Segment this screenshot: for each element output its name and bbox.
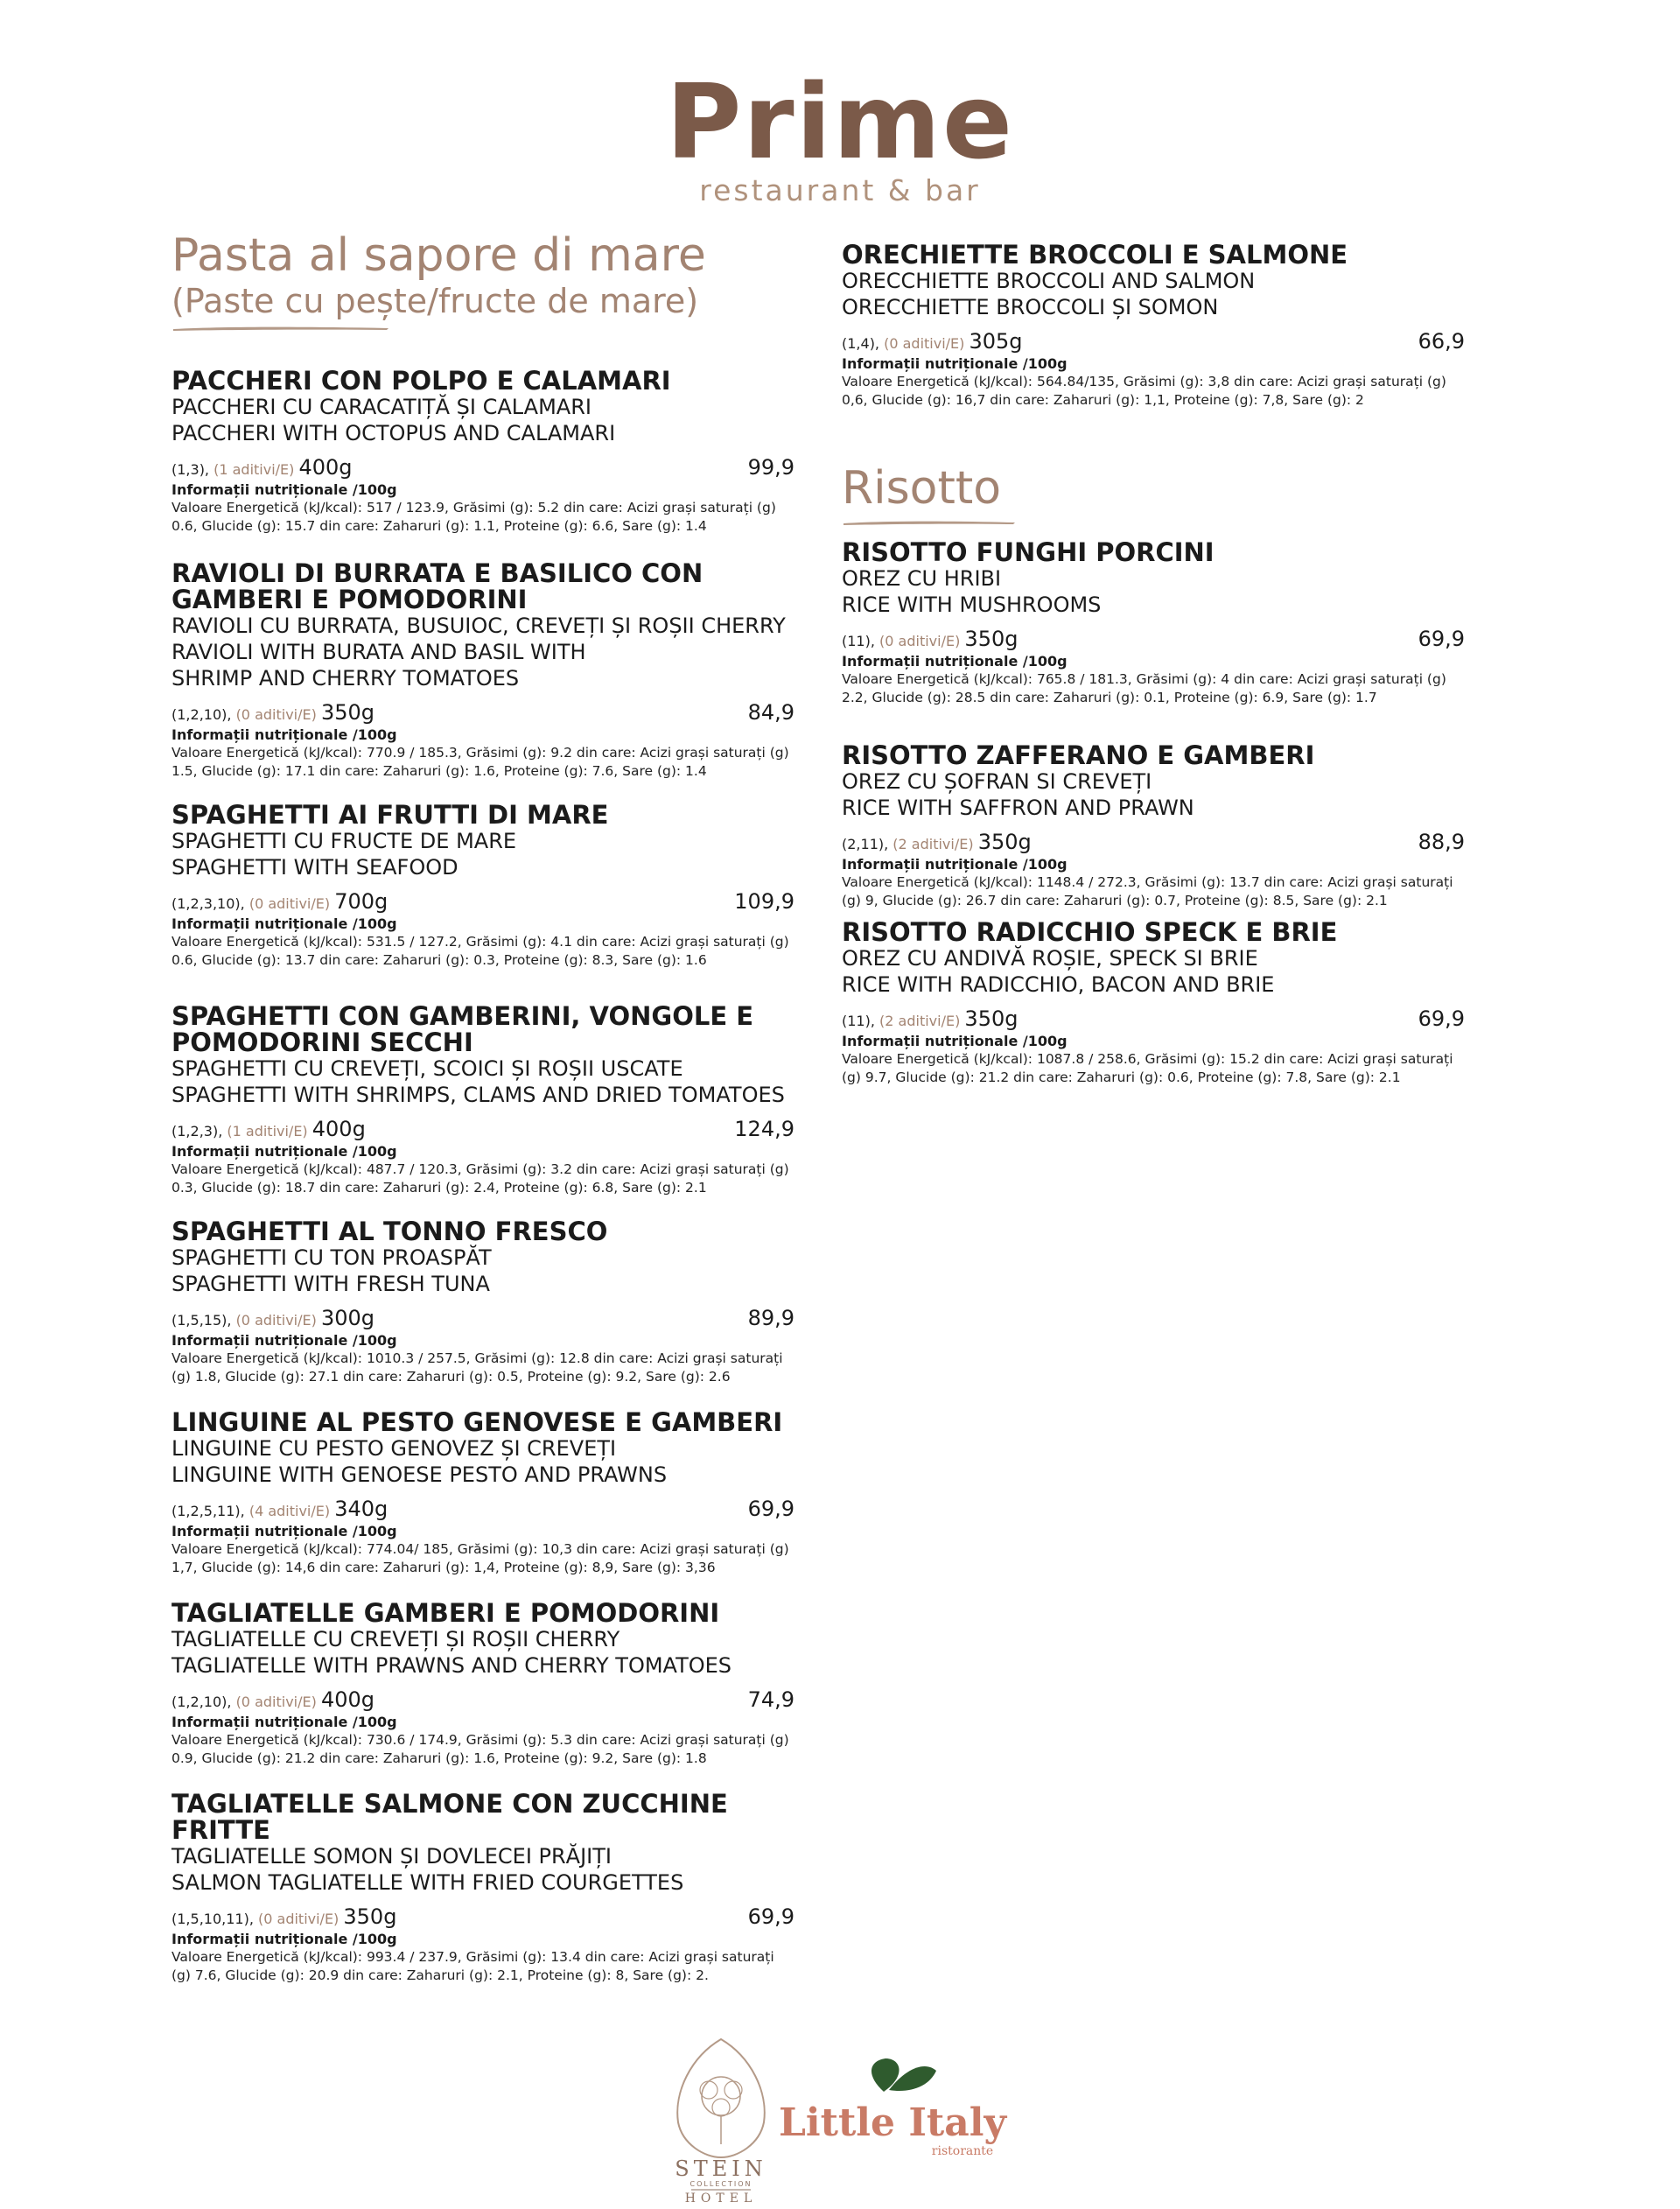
stein-collection: COLLECTION	[690, 2180, 752, 2188]
allergen-codes: (1,2,3,10),	[172, 895, 245, 912]
menu-item	[172, 368, 794, 536]
allergen-codes: (1,2,3),	[172, 1123, 223, 1140]
stein-hotel-emblem-icon	[677, 2039, 765, 2157]
item-price: 88,9	[1418, 830, 1465, 854]
item-price: 124,9	[734, 1117, 794, 1141]
item-title: LINGUINE AL PESTO GENOVESE E GAMBERI	[172, 1407, 783, 1437]
item-weight: 400g	[298, 455, 353, 480]
item-meta-row	[172, 700, 794, 726]
nutrition-label: Informații nutriționale /100g	[172, 726, 397, 743]
item-weight: 300g	[320, 1306, 374, 1330]
additives: (0 aditivi/E)	[879, 633, 961, 649]
additives: (0 aditivi/E)	[235, 1694, 317, 1710]
additives: (1 aditivi/E)	[227, 1123, 308, 1140]
allergen-codes: (11),	[842, 633, 875, 649]
basil-leaf-icon	[872, 2058, 936, 2092]
additives: (0 aditivi/E)	[248, 895, 331, 912]
item-title: RISOTTO ZAFFERANO E GAMBERI	[842, 740, 1315, 770]
item-title: RISOTTO RADICCHIO SPECK E BRIE	[842, 917, 1338, 947]
nutrition-text: Valoare Energetică (kJ/kcal): 1087.8 / 258.6, Grăsimi (g): 15.2 din care: Acizi grași saturați (g) 9.7, Glucide (g): 21.2 din care: Zaharuri (g): 0.6, Proteine (g): 7.8, Sare (g): 2.1	[842, 1051, 1453, 1085]
item-meta-row	[172, 889, 794, 915]
item-translation-en: SPAGHETTI WITH SEAFOOD	[172, 855, 458, 880]
item-meta-row	[172, 1497, 794, 1523]
menu-item	[842, 742, 1465, 910]
item-translation-ro: OREZ CU HRIBI	[842, 566, 1002, 591]
nutrition-label: Informații nutriționale /100g	[172, 915, 397, 932]
menu-item	[172, 802, 794, 970]
item-translation-en: RICE WITH MUSHROOMS	[842, 593, 1102, 617]
item-weight: 400g	[312, 1117, 366, 1141]
item-weight: 350g	[977, 830, 1032, 854]
menu-item	[172, 1003, 794, 1197]
item-price: 74,9	[747, 1687, 794, 1712]
menu-item	[842, 242, 1465, 410]
item-title: SPAGHETTI AL TONNO FRESCO	[172, 1217, 608, 1246]
risotto-section-heading	[842, 462, 1465, 527]
item-translation-en: SALMON TAGLIATELLE WITH FRIED COURGETTES	[172, 1870, 684, 1895]
allergen-codes: (1,2,10),	[172, 1694, 232, 1710]
nutrition-text: Valoare Energetică (kJ/kcal): 993.4 / 237.9, Grăsimi (g): 13.4 din care: Acizi grași saturați (g) 7.6, Glucide (g): 20.9 din care: Zaharuri (g): 2.1, Proteine (g): 8, Sare (g): 2.	[172, 1949, 774, 1983]
little-italy-sub: ristorante	[931, 2144, 994, 2158]
allergen-codes: (1,5,15),	[172, 1312, 232, 1329]
item-price: 69,9	[747, 1497, 794, 1521]
footer-logos-svg	[0, 2013, 1680, 2205]
item-meta-row	[842, 830, 1465, 856]
item-translation-ro: TAGLIATELLE SOMON ȘI DOVLECEI PRĂJIȚI	[172, 1844, 612, 1869]
nutrition-text: Valoare Energetică (kJ/kcal): 770.9 / 185.3, Grăsimi (g): 9.2 din care: Acizi grași saturați (g) 1.5, Glucide (g): 17.1 din care: Zaharuri (g): 1.6, Proteine (g): 7.6, Sare (g): 1.4	[172, 745, 789, 779]
item-title: SPAGHETTI CON GAMBERINI, VONGOLE E POMODORINI SECCHI	[172, 1001, 754, 1057]
item-translation-en: PACCHERI WITH OCTOPUS AND CALAMARI	[172, 421, 616, 445]
footer-logos	[0, 2013, 1680, 2205]
menu-item	[842, 919, 1465, 1087]
nutrition-text: Valoare Energetică (kJ/kcal): 1010.3 / 257.5, Grăsimi (g): 12.8 din care: Acizi grași saturați (g) 1.8, Glucide (g): 27.1 din care: Zaharuri (g): 0.5, Proteine (g): 9.2, Sare (g): 2.6	[172, 1350, 783, 1385]
item-meta-row	[172, 1306, 794, 1332]
menu-item	[172, 560, 794, 781]
nutrition-label: Informații nutriționale /100g	[172, 1714, 397, 1730]
item-meta-row	[172, 455, 794, 481]
item-title: TAGLIATELLE SALMONE CON ZUCCHINE FRITTE	[172, 1789, 728, 1845]
item-title: PACCHERI CON POLPO E CALAMARI	[172, 366, 671, 396]
section-subtitle: (Paste cu pește/fructe de mare)	[172, 282, 699, 320]
item-translation-ro: PACCHERI CU CARACATIȚĂ ȘI CALAMARI	[172, 395, 592, 419]
additives: (0 aditivi/E)	[258, 1911, 340, 1927]
item-meta-row	[842, 627, 1465, 653]
item-meta-row	[172, 1904, 794, 1931]
item-meta-row	[172, 1117, 794, 1143]
brush-stroke-divider	[842, 518, 1017, 527]
nutrition-text: Valoare Energetică (kJ/kcal): 487.7 / 120.3, Grăsimi (g): 3.2 din care: Acizi grași saturați (g) 0.3, Glucide (g): 18.7 din care: Zaharuri (g): 2.4, Proteine (g): 6.8, Sare (g): 2.1	[172, 1161, 789, 1196]
item-price: 66,9	[1418, 329, 1465, 354]
item-translation-ro: LINGUINE CU PESTO GENOVEZ ȘI CREVEȚI	[172, 1436, 617, 1461]
item-meta-row	[172, 1687, 794, 1714]
additives: (0 aditivi/E)	[235, 1312, 317, 1329]
nutrition-text: Valoare Energetică (kJ/kcal): 730.6 / 174.9, Grăsimi (g): 5.3 din care: Acizi grași saturați (g) 0.9, Glucide (g): 21.2 din care: Zaharuri (g): 1.6, Proteine (g): 9.2, Sare (g): 1.8	[172, 1732, 789, 1766]
item-title: ORECHIETTE BROCCOLI E SALMONE	[842, 240, 1348, 270]
item-title: SPAGHETTI AI FRUTTI DI MARE	[172, 800, 609, 830]
item-weight: 700g	[334, 889, 388, 914]
pasta-section-heading	[172, 229, 794, 333]
item-translation-en: LINGUINE WITH GENOESE PESTO AND PRAWNS	[172, 1462, 668, 1487]
section-title: Risotto	[842, 462, 1002, 515]
item-translation-ro: TAGLIATELLE CU CREVEȚI ȘI ROȘII CHERRY	[172, 1627, 620, 1651]
section-title: Pasta al sapore di mare	[172, 229, 706, 282]
allergen-codes: (1,3),	[172, 461, 210, 478]
item-translation-en: SPAGHETTI WITH SHRIMPS, CLAMS AND DRIED TOMATOES	[172, 1083, 785, 1107]
item-translation-ro: OREZ CU ȘOFRAN SI CREVEȚI	[842, 769, 1152, 794]
item-weight: 350g	[964, 627, 1018, 651]
item-translation-en: ORECCHIETTE BROCCOLI AND SALMON	[842, 269, 1256, 293]
item-price: 89,9	[747, 1306, 794, 1330]
nutrition-text: Valoare Energetică (kJ/kcal): 1148.4 / 272.3, Grăsimi (g): 13.7 din care: Acizi grași saturați (g) 9, Glucide (g): 26.7 din care: Zaharuri (g): 0.7, Proteine (g): 8.5, Sare (g): 2.1	[842, 874, 1453, 908]
additives: (2 aditivi/E)	[892, 836, 974, 852]
allergen-codes: (2,11),	[842, 836, 889, 852]
logo-subtitle: restaurant & bar	[699, 173, 981, 207]
nutrition-label: Informații nutriționale /100g	[842, 355, 1068, 372]
little-italy-logo: Little Italy	[778, 2100, 1007, 2145]
prime-logo	[0, 61, 1680, 207]
nutrition-text: Valoare Energetică (kJ/kcal): 564.84/135, Grăsimi (g): 3,8 din care: Acizi grași saturați (g) 0,6, Glucide (g): 16,7 din care: Zaharuri (g): 1,1, Proteine (g): 7,8, Sare (g): 2	[842, 374, 1446, 408]
item-translation-en-cont: SHRIMP AND CHERRY TOMATOES	[172, 666, 520, 691]
item-weight: 350g	[964, 1006, 1018, 1031]
item-weight: 400g	[320, 1687, 374, 1712]
allergen-codes: (1,2,10),	[172, 706, 232, 723]
item-translation-ro: SPAGHETTI CU CREVEȚI, SCOICI ȘI ROȘII USCATE	[172, 1056, 683, 1081]
item-title: RAVIOLI DI BURRATA E BASILICO CON GAMBERI E POMODORINI	[172, 558, 704, 614]
menu-item	[172, 1409, 794, 1577]
additives: (1 aditivi/E)	[214, 461, 295, 478]
item-translation-en: RICE WITH SAFFRON AND PRAWN	[842, 796, 1194, 820]
nutrition-text: Valoare Energetică (kJ/kcal): 531.5 / 127.2, Grăsimi (g): 4.1 din care: Acizi grași saturați (g) 0.6, Glucide (g): 13.7 din care: Zaharuri (g): 0.3, Proteine (g): 8.3, Sare (g): 1.6	[172, 934, 789, 968]
item-price: 69,9	[747, 1904, 794, 1929]
item-price: 84,9	[747, 700, 794, 725]
additives: (0 aditivi/E)	[884, 335, 965, 352]
nutrition-label: Informații nutriționale /100g	[172, 1143, 397, 1160]
item-meta-row	[842, 329, 1465, 355]
nutrition-text: Valoare Energetică (kJ/kcal): 774.04/ 185, Grăsimi (g): 10,3 din care: Acizi grași saturați (g) 1,7, Glucide (g): 14,6 din care: Zaharuri (g): 1,4, Proteine (g): 8,9, Sare (g): 3,36	[172, 1541, 789, 1575]
item-translation-en: RAVIOLI WITH BURATA AND BASIL WITH	[172, 640, 586, 664]
nutrition-label: Informații nutriționale /100g	[172, 481, 397, 498]
item-title: TAGLIATELLE GAMBERI E POMODORINI	[172, 1598, 720, 1628]
allergen-codes: (1,5,10,11),	[172, 1911, 254, 1927]
stein-word: STEIN	[675, 2156, 767, 2181]
nutrition-label: Informații nutriționale /100g	[842, 856, 1068, 873]
item-translation-en: TAGLIATELLE WITH PRAWNS AND CHERRY TOMATOES	[172, 1653, 732, 1678]
nutrition-text: Valoare Energetică (kJ/kcal): 517 / 123.9, Grăsimi (g): 5.2 din care: Acizi grași saturați (g) 0.6, Glucide (g): 15.7 din care: Zaharuri (g): 1.1, Proteine (g): 6.6, Sare (g): 1.4	[172, 500, 776, 534]
additives: (4 aditivi/E)	[248, 1503, 331, 1519]
item-meta-row	[842, 1006, 1465, 1033]
item-weight: 340g	[334, 1497, 388, 1521]
menu-item	[842, 539, 1465, 707]
item-price: 99,9	[747, 455, 794, 480]
nutrition-label: Informații nutriționale /100g	[172, 1523, 397, 1539]
allergen-codes: (1,4),	[842, 335, 880, 352]
item-price: 109,9	[734, 889, 794, 914]
item-translation-ro: SPAGHETTI CU FRUCTE DE MARE	[172, 829, 517, 853]
item-price: 69,9	[1418, 627, 1465, 651]
menu-item	[172, 1600, 794, 1768]
item-translation-en: RICE WITH RADICCHIO, BACON AND BRIE	[842, 972, 1275, 997]
item-translation-en: SPAGHETTI WITH FRESH TUNA	[172, 1272, 490, 1296]
item-price: 69,9	[1418, 1006, 1465, 1031]
logo-word: Prime	[665, 61, 1015, 182]
nutrition-label: Informații nutriționale /100g	[172, 1332, 397, 1349]
allergen-codes: (11),	[842, 1013, 875, 1029]
stein-hotel: HOTEL	[684, 2191, 758, 2205]
item-weight: 350g	[320, 700, 374, 725]
item-weight: 350g	[343, 1904, 397, 1929]
nutrition-label: Informații nutriționale /100g	[842, 1033, 1068, 1049]
item-title: RISOTTO FUNGHI PORCINI	[842, 537, 1214, 567]
brush-stroke-divider	[172, 324, 390, 333]
menu-item	[172, 1791, 794, 1985]
nutrition-label: Informații nutriționale /100g	[842, 653, 1068, 670]
nutrition-label: Informații nutriționale /100g	[172, 1931, 397, 1947]
item-translation-ro: RAVIOLI CU BURRATA, BUSUIOC, CREVEȚI ȘI ROȘII CHERRY	[172, 614, 786, 638]
item-translation-ro: OREZ CU ANDIVĂ ROȘIE, SPECK SI BRIE	[842, 946, 1258, 971]
menu-item	[172, 1218, 794, 1386]
item-translation-ro: SPAGHETTI CU TON PROASPĂT	[172, 1245, 492, 1270]
item-weight: 305g	[969, 329, 1023, 354]
additives: (0 aditivi/E)	[235, 706, 317, 723]
allergen-codes: (1,2,5,11),	[172, 1503, 245, 1519]
additives: (2 aditivi/E)	[879, 1013, 961, 1029]
nutrition-text: Valoare Energetică (kJ/kcal): 765.8 / 181.3, Grăsimi (g): 4 din care: Acizi grași saturați (g) 2.2, Glucide (g): 28.5 din care: Zaharuri (g): 0.1, Proteine (g): 6.9, Sare (g): 1.7	[842, 671, 1446, 705]
item-translation-ro: ORECCHIETTE BROCCOLI ȘI SOMON	[842, 295, 1219, 319]
